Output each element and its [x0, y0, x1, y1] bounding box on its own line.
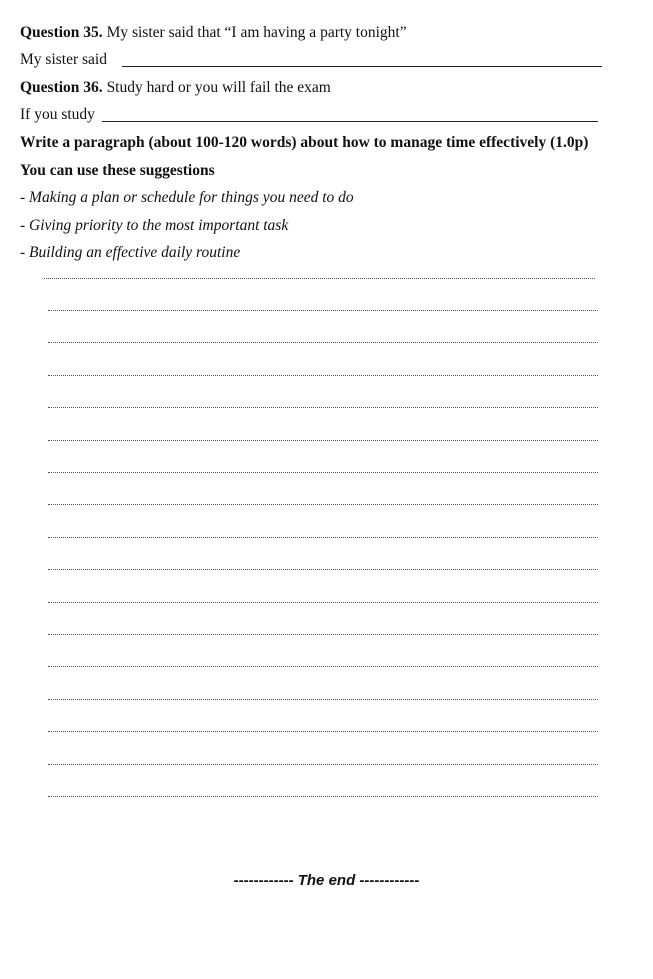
question-36-answer-prefix: If you study — [20, 106, 95, 123]
paragraph-answer-line[interactable] — [48, 666, 598, 667]
paragraph-answer-line[interactable] — [44, 278, 595, 279]
paragraph-answer-line[interactable] — [48, 602, 598, 603]
suggestion-item: - Making a plan or schedule for things you need to do — [20, 189, 354, 206]
paragraph-answer-line[interactable] — [48, 310, 598, 311]
paragraph-answer-line[interactable] — [48, 569, 598, 570]
suggestions-title: You can use these suggestions — [20, 162, 215, 179]
writing-instruction: Write a paragraph (about 100-120 words) about how to manage time effectively (1.0p) — [20, 134, 589, 151]
paragraph-answer-line[interactable] — [48, 504, 598, 505]
paragraph-answer-line[interactable] — [48, 537, 598, 538]
paragraph-answer-line[interactable] — [48, 407, 598, 408]
suggestion-item: - Giving priority to the most important task — [20, 217, 289, 234]
paragraph-answer-line[interactable] — [48, 472, 598, 473]
paragraph-answer-line[interactable] — [48, 699, 598, 700]
end-marker: ------------ The end ------------ — [233, 872, 420, 889]
question-35-answer-line[interactable] — [122, 66, 602, 67]
paragraph-answer-line[interactable] — [48, 731, 598, 732]
question-35-answer-prefix: My sister said — [20, 51, 107, 68]
question-36-answer-line[interactable] — [102, 121, 598, 122]
question-35-label: Question 35. — [20, 24, 103, 41]
paragraph-answer-line[interactable] — [48, 634, 598, 635]
question-36 — [20, 79, 331, 97]
question-36-text: Study hard or you will fail the exam — [106, 79, 331, 96]
question-36-label: Question 36. — [20, 79, 103, 96]
paragraph-answer-line[interactable] — [48, 375, 598, 376]
question-35-text: My sister said that “I am having a party tonight” — [106, 24, 407, 41]
paragraph-answer-line[interactable] — [48, 764, 598, 765]
question-35 — [20, 24, 407, 42]
paragraph-answer-line[interactable] — [48, 440, 598, 441]
suggestion-item: - Building an effective daily routine — [20, 244, 241, 261]
paragraph-answer-line[interactable] — [48, 342, 598, 343]
paragraph-answer-line[interactable] — [48, 796, 598, 797]
